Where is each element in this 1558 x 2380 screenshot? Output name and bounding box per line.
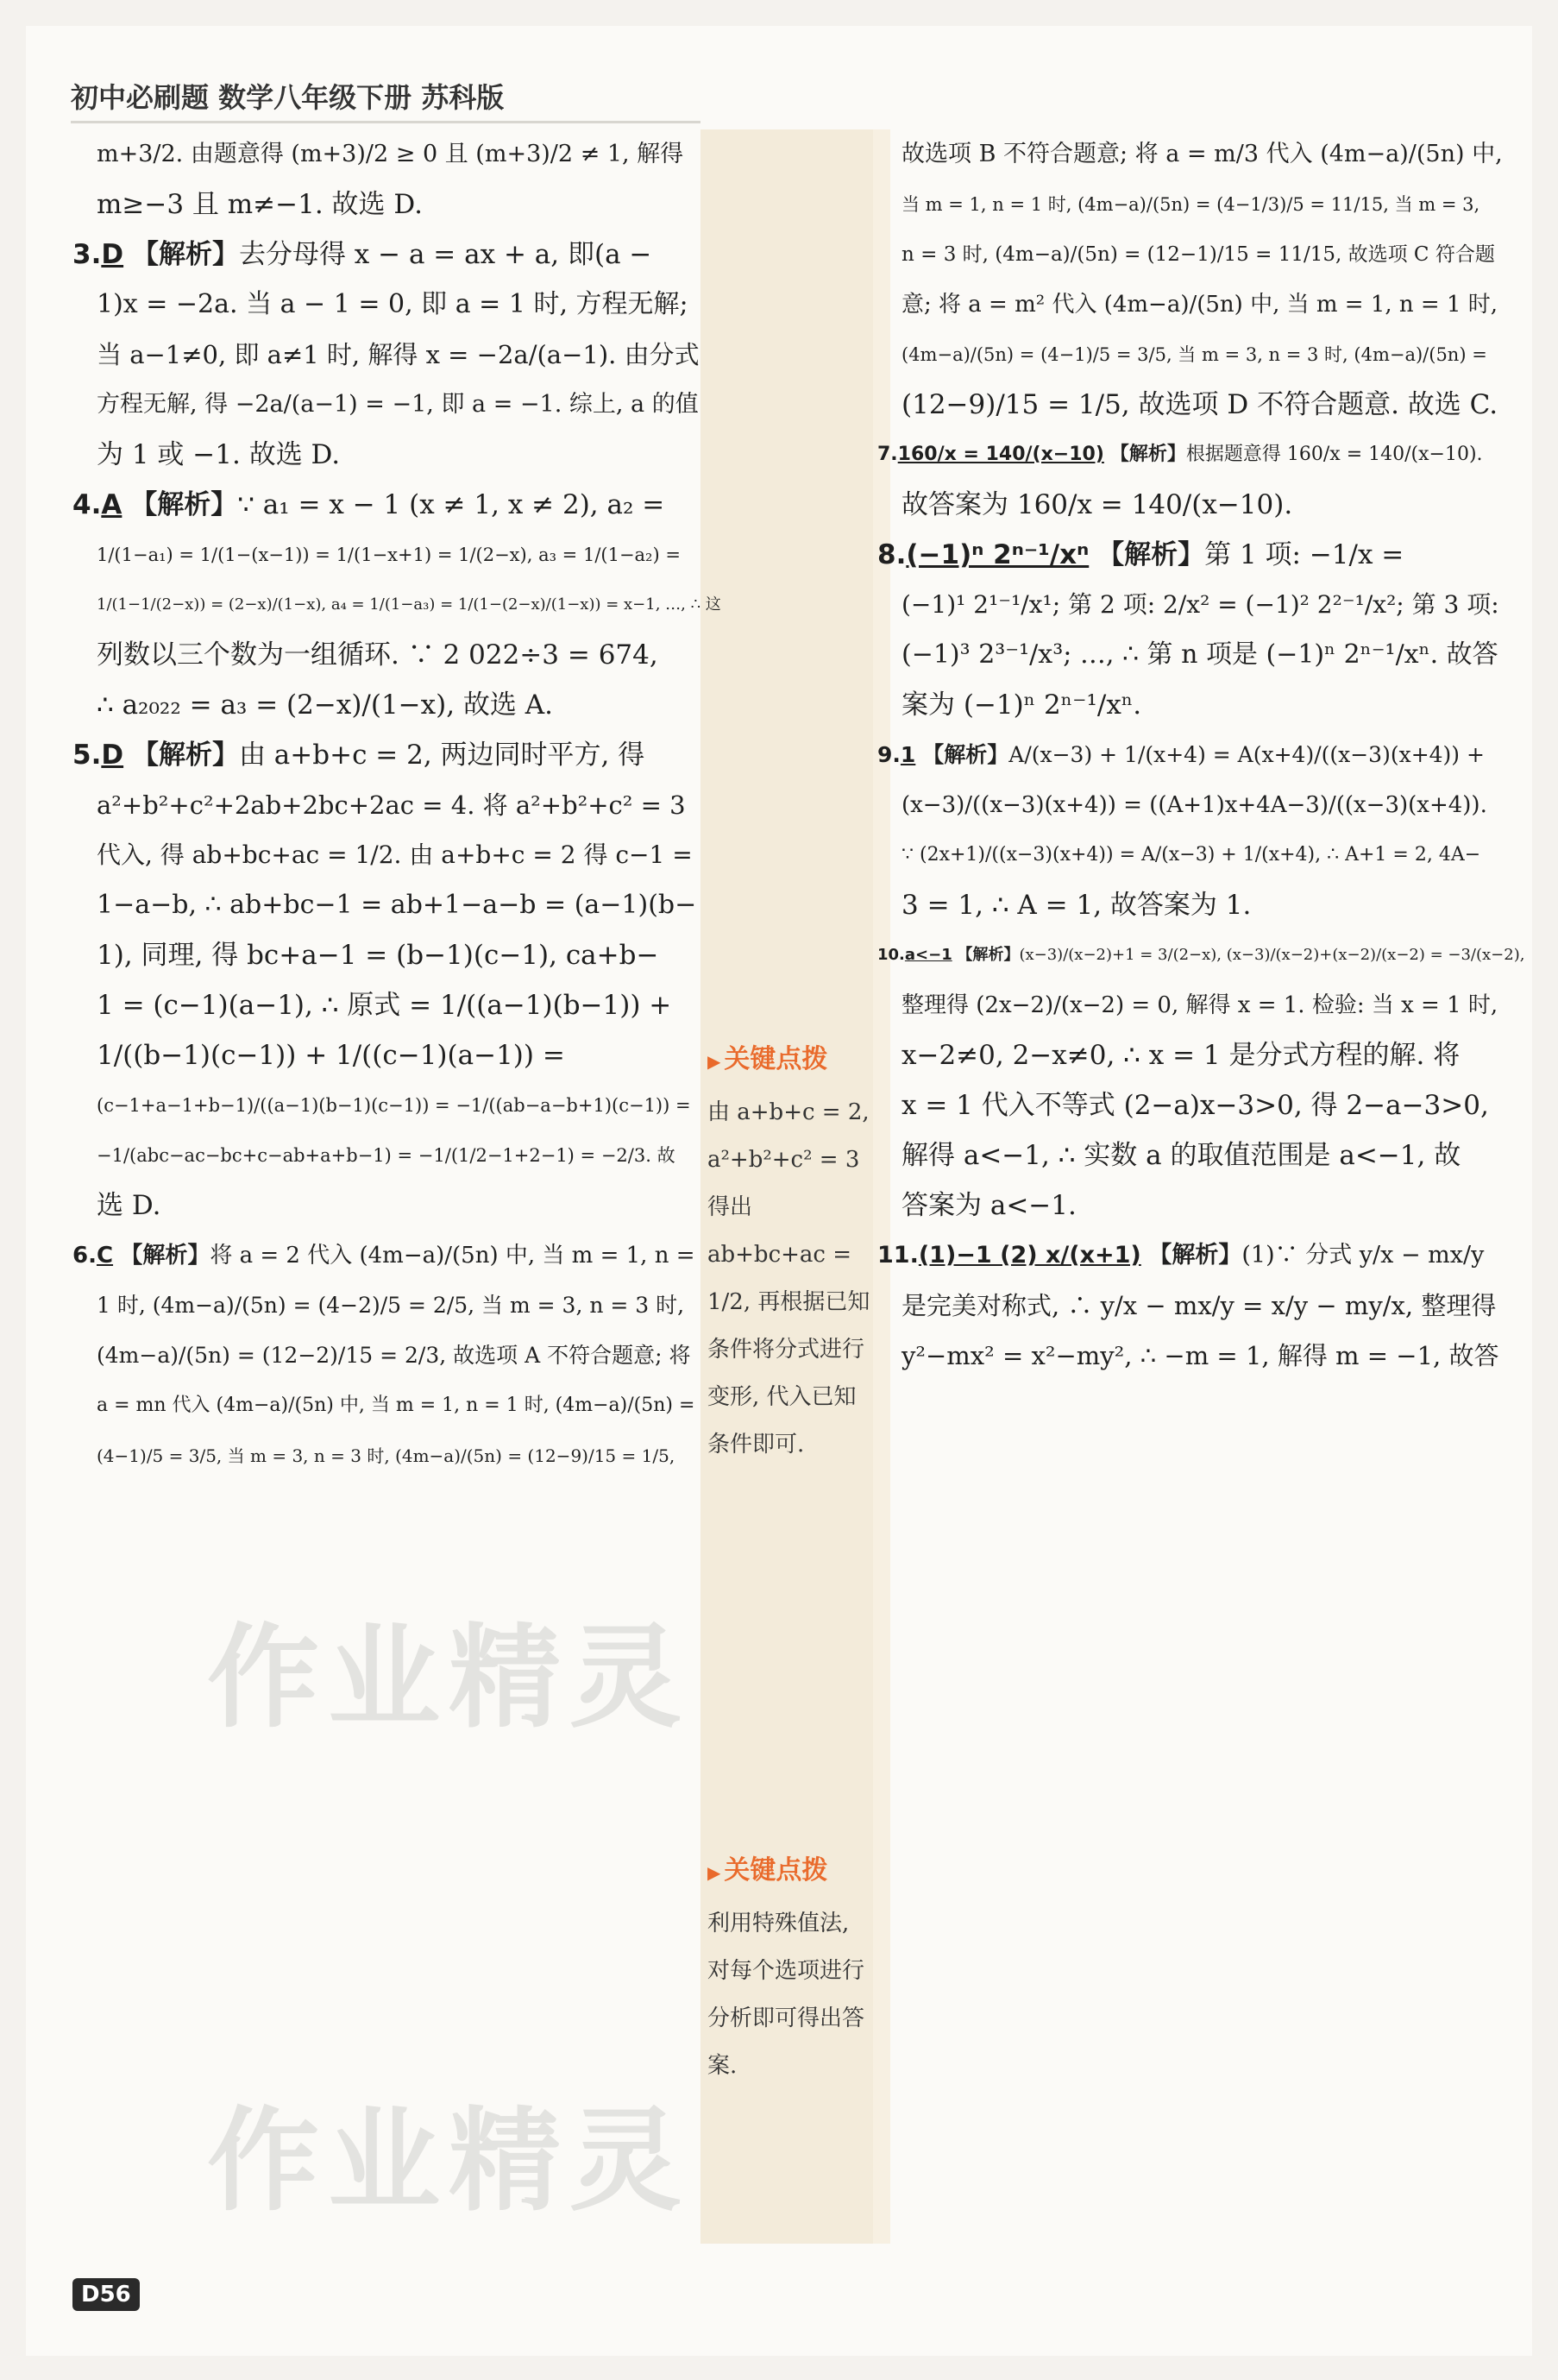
line-text: 根据题意得 160/x = 140/(x−10). [1185,444,1483,465]
line-text: 故选项 B 不符合题意; 将 a = m/3 代入 (4m−a)/(5n) 中, [902,141,1503,167]
text-line [902,280,1505,330]
line-text: 1/(1−a₁) = 1/(1−(x−1)) = 1/(1−x+1) = 1/(2−x), a₃ = 1/(1−a₂) = [97,545,681,565]
text-line [902,580,1505,630]
question-number: 6. [72,1243,97,1269]
text-line [97,680,700,730]
text-line [97,1431,700,1481]
text-line [97,1381,700,1431]
text-line [902,1030,1505,1080]
question-number: 5. [72,740,102,771]
text-line [902,1181,1505,1231]
text-line [902,230,1505,280]
line-text: 方程无解, 得 −2a/(a−1) = −1, 即 a = −1. 综上, a 的值 [97,391,699,418]
text-line [97,830,700,880]
text-line [97,630,700,680]
line-text: 1/(1−1/(2−x)) = (2−x)/(1−x), a₄ = 1/(1−a₃) = 1/(1−(2−x)/(1−x)) = x−1, …, ∴ 这 [97,595,721,614]
right-column [877,129,1525,1381]
question-line [72,480,700,530]
text-line [97,179,700,230]
text-line [902,380,1505,430]
line-text: (x−3)/(x−2)+1 = 3/(2−x), (x−3)/(x−2)+(x−2)/(x−2) = −3/(x−2), [1019,946,1525,964]
text-line [902,630,1505,680]
line-text: 1 时, (4m−a)/(5n) = (4−2)/5 = 2/5, 当 m = 3, n = 3 时, [97,1293,685,1318]
page-number: D56 [72,2278,140,2311]
question-number: 8. [877,539,907,570]
line-text: 去分母得 x − a = ax + a, 即(a − [238,239,652,270]
answer: A [101,489,123,520]
line-text: 1/((b−1)(c−1)) + 1/((c−1)(a−1)) = [97,1040,565,1071]
line-text: m≥−3 且 m≠−1. 故选 D. [97,189,424,220]
line-text: (4m−a)/(5n) = (4−1)/5 = 3/5, 当 m = 3, n = 3 时, (4m−a)/(5n) = [902,344,1487,365]
text-line [97,1331,700,1381]
question-number: 4. [72,489,102,520]
line-text: x−2≠0, 2−x≠0, ∴ x = 1 是分式方程的解. 将 [902,1040,1461,1071]
key-tip-title: ▶ 关键点拨 [707,1036,871,1086]
text-line [902,1331,1505,1381]
analysis-tag: 【解析】 [1109,444,1186,465]
line-text: 将 a = 2 代入 (4m−a)/(5n) 中, 当 m = 1, n = [210,1243,695,1269]
line-text: 为 1 或 −1. 故选 D. [97,439,341,470]
line-text: (1)∵ 分式 y/x − mx/y [1241,1242,1485,1269]
key-tip-note-2 [707,1847,871,2090]
key-tip-text: 利用特殊值法, 对每个选项进行分析即可得出答案. [707,1911,865,2079]
question-line [72,730,700,780]
line-text: n = 3 时, (4m−a)/(5n) = (12−1)/15 = 11/15, 故选项 C 符合题 [902,243,1495,266]
line-text: 案为 (−1)ⁿ 2ⁿ⁻¹/xⁿ. [902,689,1142,721]
question-line [877,1231,1505,1281]
question-line [877,430,1505,480]
line-text: 1−a−b, ∴ ab+bc−1 = ab+1−a−b = (a−1)(b− [97,890,697,920]
answer: D [101,239,124,270]
line-text: 1), 同理, 得 bc+a−1 = (b−1)(c−1), ca+b− [97,940,659,971]
answer: (−1)ⁿ 2ⁿ⁻¹/xⁿ [906,539,1090,570]
text-line [902,830,1505,880]
text-line [97,430,700,480]
answer: 160/x = 140/(x−10) [897,444,1104,465]
question-line [72,1231,700,1281]
analysis-tag: 【解析】 [922,742,1009,767]
line-text: 当 m = 1, n = 1 时, (4m−a)/(5n) = (4−1/3)/5 = 11/15, 当 m = 3, [902,194,1480,215]
line-text: 故答案为 160/x = 140/(x−10). [902,489,1293,520]
text-line [97,330,700,380]
question-line [877,530,1505,580]
analysis-tag: 【解析】 [957,946,1020,964]
text-line [97,530,700,580]
line-text: ∵ a₁ = x − 1 (x ≠ 1, x ≠ 2), a₂ = [237,489,665,520]
text-line [97,280,700,330]
line-text: 当 a−1≠0, 即 a≠1 时, 解得 x = −2a/(a−1). 由分式 [97,340,700,369]
text-line [97,1030,700,1080]
line-text: 是完美对称式, ∴ y/x − mx/y = x/y − my/x, 整理得 [902,1291,1497,1320]
key-tip-note-1 [707,1036,871,1469]
text-line [97,780,700,830]
line-text: 1 = (c−1)(a−1), ∴ 原式 = 1/((a−1)(b−1)) + [97,990,672,1021]
text-line [97,980,700,1030]
question-number: 9. [877,742,901,767]
line-text: a = mn 代入 (4m−a)/(5n) 中, 当 m = 1, n = 1 时, (4m−a)/(5n) = [97,1395,695,1416]
text-line [97,880,700,930]
answer: D [101,740,124,771]
answer: 1 [900,742,916,767]
line-text: (12−9)/15 = 1/5, 故选项 D 不符合题意. 故选 C. [902,389,1498,420]
question-number: 11. [877,1242,919,1269]
key-tip-title: ▶ 关键点拨 [707,1847,871,1897]
line-text: 第 1 项: −1/x = [1204,539,1404,570]
analysis-tag: 【解析】 [1148,1242,1242,1269]
text-line [97,1181,700,1231]
line-text: (−1)¹ 2¹⁻¹/x¹; 第 2 项: 2/x² = (−1)² 2²⁻¹/x²; 第 3 项: [902,590,1499,619]
text-line [97,380,700,430]
line-text: x = 1 代入不等式 (2−a)x−3>0, 得 2−a−3>0, [902,1090,1489,1121]
text-line [902,1130,1505,1181]
question-line [72,230,700,280]
answer: C [96,1243,114,1269]
page-header: 初中必刷题 数学八年级下册 苏科版 [71,76,700,123]
line-text: (c−1+a−1+b−1)/((a−1)(b−1)(c−1)) = −1/((ab−a−b+1)(c−1)) = [97,1095,691,1116]
key-tip-text: 由 a+b+c = 2, a²+b²+c² = 3 得出 ab+bc+ac = 1/2, 再根据已知条件将分式进行变形, 代入已知条件即可. [707,1099,870,1458]
text-line [97,1080,700,1130]
line-text: m+3/2. 由题意得 (m+3)/2 ≥ 0 且 (m+3)/2 ≠ 1, 解得 [97,141,684,167]
question-line [877,730,1505,780]
text-line [902,980,1505,1030]
answer: (1)−1 (2) x/(x+1) [918,1242,1141,1269]
line-text: (4m−a)/(5n) = (12−2)/15 = 2/3, 故选项 A 不符合题意; 将 [97,1343,691,1368]
analysis-tag: 【解析】 [131,239,239,270]
text-line [902,780,1505,830]
question-number: 7. [877,444,898,465]
question-line [877,930,1525,980]
analysis-tag: 【解析】 [120,1243,210,1269]
text-line [902,179,1505,230]
text-line [902,330,1505,380]
text-line [97,930,700,980]
line-text: A/(x−3) + 1/(x+4) = A(x+4)/((x−3)(x+4)) + [1008,742,1485,767]
line-text: (x−3)/((x−3)(x+4)) = ((A+1)x+4A−3)/((x−3)(x+4)). [902,792,1487,818]
line-text: 解得 a<−1, ∴ 实数 a 的取值范围是 a<−1, 故 [902,1140,1461,1171]
watermark: 作业精灵 [207,2095,691,2226]
analysis-tag: 【解析】 [1097,539,1205,570]
text-line [902,1080,1505,1130]
question-number: 3. [72,239,102,270]
line-text: −1/(abc−ac−bc+c−ab+a+b−1) = −1/(1/2−1+2−1) = −2/3. 故 [97,1145,675,1166]
analysis-tag: 【解析】 [131,740,239,771]
text-line [902,880,1505,930]
text-line [902,480,1505,530]
text-line [97,129,700,179]
line-text: a²+b²+c²+2ab+2bc+2ac = 4. 将 a²+b²+c² = 3 [97,790,686,820]
line-text: 列数以三个数为一组循环. ∵ 2 022÷3 = 674, [97,639,658,671]
line-text: (−1)³ 2³⁻¹/x³; …, ∴ 第 n 项是 (−1)ⁿ 2ⁿ⁻¹/xⁿ. 故答 [902,639,1498,670]
line-text: 选 D. [97,1190,161,1221]
text-line [97,580,721,630]
line-text: 代入, 得 ab+bc+ac = 1/2. 由 a+b+c = 2 得 c−1 = [97,841,693,869]
text-line [97,1130,700,1181]
text-line [97,1281,700,1331]
left-column [72,129,721,1481]
line-text: ∴ a₂₀₂₂ = a₃ = (2−x)/(1−x), 故选 A. [97,689,554,721]
line-text: 意; 将 a = m² 代入 (4m−a)/(5n) 中, 当 m = 1, n = 1 时, [902,292,1498,318]
text-line [902,129,1505,179]
analysis-tag: 【解析】 [130,489,238,520]
text-line [902,680,1505,730]
line-text: y²−mx² = x²−my², ∴ −m = 1, 解得 m = −1, 故答 [902,1341,1499,1370]
line-text: 整理得 (2x−2)/(x−2) = 0, 解得 x = 1. 检验: 当 x = 1 时, [902,992,1498,1018]
line-text: 由 a+b+c = 2, 两边同时平方, 得 [238,740,645,771]
watermark: 作业精灵 [207,1612,691,1743]
answer: a<−1 [904,946,952,964]
line-text: (4−1)/5 = 3/5, 当 m = 3, n = 3 时, (4m−a)/(5n) = (12−9)/15 = 1/5, [97,1445,675,1466]
line-text: 1)x = −2a. 当 a − 1 = 0, 即 a = 1 时, 方程无解; [97,289,688,319]
line-text: 3 = 1, ∴ A = 1, 故答案为 1. [902,890,1252,921]
line-text: 答案为 a<−1. [902,1190,1077,1221]
text-line [902,1281,1505,1331]
question-number: 10. [877,946,905,964]
line-text: ∵ (2x+1)/((x−3)(x+4)) = A/(x−3) + 1/(x+4), ∴ A+1 = 2, 4A− [902,844,1481,866]
